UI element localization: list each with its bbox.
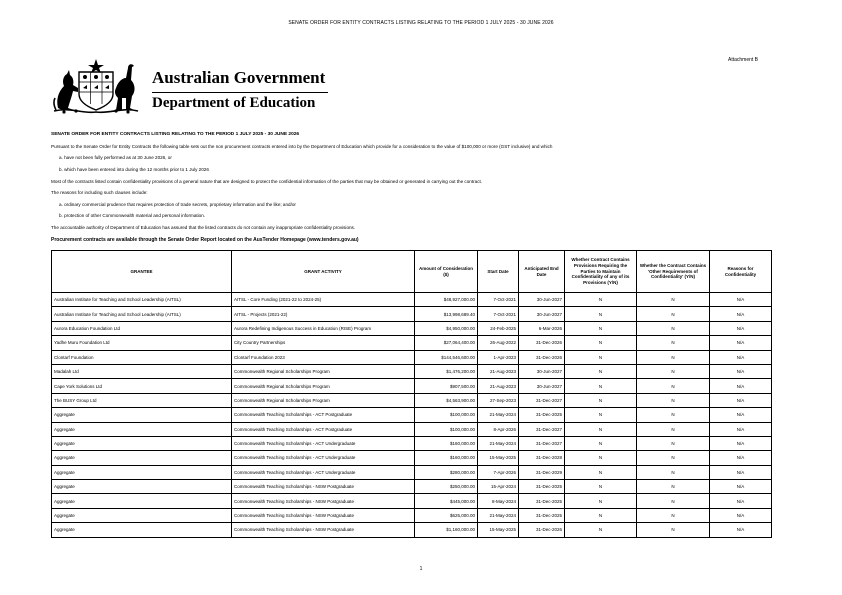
cell-grantee: Aggregate (52, 494, 232, 508)
cell-confidentiality-provisions: N (565, 293, 637, 307)
cell-reasons: N/A (710, 336, 772, 350)
cell-activity: Commonwealth Teaching Scholarships - ACT Postgraduate (232, 408, 415, 422)
cell-amount: $4,950,000.00 (415, 321, 478, 335)
cell-confidentiality-provisions: N (565, 350, 637, 364)
cell-confidentiality-provisions: N (565, 422, 637, 436)
cell-end-date: 30-Jun-2027 (519, 293, 565, 307)
cell-confidentiality-provisions: N (565, 364, 637, 378)
cell-confidentiality-provisions: N (565, 451, 637, 465)
cell-activity: Commonwealth Teaching Scholarships - NSW Postgraduate (232, 508, 415, 522)
cell-reasons: N/A (710, 393, 772, 407)
cell-start-date: 8-May-2024 (478, 494, 519, 508)
cell-grantee: Aurora Education Foundation Ltd (52, 321, 232, 335)
cell-other-confidentiality: N (637, 379, 710, 393)
cell-amount: $48,927,000.00 (415, 293, 478, 307)
cell-end-date: 31-Dec-2026 (519, 336, 565, 350)
logo-divider (152, 92, 328, 93)
table-row (52, 307, 772, 321)
cell-amount: $250,000.00 (415, 480, 478, 494)
cell-grantee: Madalah Ltd (52, 364, 232, 378)
table-row (52, 379, 772, 393)
cell-grantee: Aggregate (52, 436, 232, 450)
cell-reasons: N/A (710, 293, 772, 307)
cell-end-date: 31-Dec-2027 (519, 393, 565, 407)
cell-end-date: 31-Dec-2029 (519, 465, 565, 479)
contracts-table (51, 250, 772, 538)
cell-amount: $907,500.00 (415, 379, 478, 393)
cell-amount: $13,998,689.40 (415, 307, 478, 321)
cell-amount: $160,000.00 (415, 436, 478, 450)
cell-activity: Commonwealth Teaching Scholarships - ACT Undergraduate (232, 465, 415, 479)
cell-grantee: Aggregate (52, 523, 232, 537)
table-row (52, 336, 772, 350)
column-header-other-confidentiality: Whether the Contract Contains 'Other Requirements of Confidentiality' (Y/N) (637, 251, 710, 293)
cell-activity: Commonwealth Teaching Scholarships - NSW Postgraduate (232, 523, 415, 537)
table-row (52, 293, 772, 307)
cell-amount: $280,000.00 (415, 465, 478, 479)
column-header-confidentiality-provisions: Whether Contract Contains Provisions Requiring the Parties to Maintain Confidentiality of any of its Provisions (Y/N) (565, 251, 637, 293)
cell-confidentiality-provisions: N (565, 307, 637, 321)
cell-grantee: Aggregate (52, 480, 232, 494)
cell-start-date: 21-May-2024 (478, 436, 519, 450)
cell-other-confidentiality: N (637, 293, 710, 307)
cell-end-date: 30-Jun-2027 (519, 364, 565, 378)
cell-activity: Commonwealth Teaching Scholarships - NSW Postgraduate (232, 480, 415, 494)
cell-confidentiality-provisions: N (565, 494, 637, 508)
cell-other-confidentiality: N (637, 436, 710, 450)
cell-other-confidentiality: N (637, 422, 710, 436)
cell-reasons: N/A (710, 408, 772, 422)
cell-start-date: 15-May-2025 (478, 451, 519, 465)
cell-reasons: N/A (710, 379, 772, 393)
cell-amount: $1,160,000.00 (415, 523, 478, 537)
cell-reasons: N/A (710, 422, 772, 436)
cell-grantee: Aggregate (52, 451, 232, 465)
cell-end-date: 31-Dec-2028 (519, 451, 565, 465)
cell-reasons: N/A (710, 350, 772, 364)
cell-start-date: 24-Feb-2025 (478, 321, 519, 335)
cell-other-confidentiality: N (637, 408, 710, 422)
table-row (52, 436, 772, 450)
cell-reasons: N/A (710, 465, 772, 479)
cell-other-confidentiality: N (637, 451, 710, 465)
cell-grantee: Clontarf Foundation (52, 350, 232, 364)
cell-end-date: 31-Dec-2027 (519, 436, 565, 450)
cell-end-date: 31-Dec-2026 (519, 523, 565, 537)
column-header-grantee: GRANTEE (52, 251, 232, 293)
running-header: SENATE ORDER FOR ENTITY CONTRACTS LISTING RELATING TO THE PERIOD 1 JULY 2025 - 30 JUNE 2026 (288, 20, 554, 26)
cell-start-date: 21-Aug-2023 (478, 379, 519, 393)
cell-grantee: Australian Institute for Teaching and School Leadership (AITSL) (52, 293, 232, 307)
cell-start-date: 21-May-2024 (478, 508, 519, 522)
cell-confidentiality-provisions: N (565, 408, 637, 422)
cell-amount: $4,563,900.00 (415, 393, 478, 407)
intro-section (51, 133, 771, 243)
document-title: SENATE ORDER FOR ENTITY CONTRACTS LISTING RELATING TO THE PERIOD 1 JULY 2025 - 30 JUNE 2026 (51, 132, 300, 137)
table-header-row (52, 251, 772, 293)
cell-reasons: N/A (710, 508, 772, 522)
cell-start-date: 21-May-2024 (478, 408, 519, 422)
cell-activity: Aurora Redefining Indigenous Success in Education (RISE) Program (232, 321, 415, 335)
intro-paragraph: Most of the contracts listed contain confidentiality provisions of a general nature that are designed to protect the confidential information of the parties that may be obtained or generated in carrying out the contract. (51, 178, 483, 184)
cell-reasons: N/A (710, 364, 772, 378)
cell-start-date: 15-Apr-2024 (478, 480, 519, 494)
cell-reasons: N/A (710, 494, 772, 508)
column-header-amount: Amount of Consideration ($) (415, 251, 478, 293)
table-row (52, 393, 772, 407)
cell-activity: Commonwealth Teaching Scholarships - ACT Undergraduate (232, 451, 415, 465)
table-row (52, 523, 772, 537)
cell-grantee: Yadhe Muru Foundation Ltd (52, 336, 232, 350)
intro-paragraph: The accountable authority of Department of Education has assured that the listed contracts do not contain any inappropriate confidentiality provisions. (51, 224, 356, 230)
government-name: Australian Government (152, 68, 326, 87)
cell-amount: $1,476,200.00 (415, 364, 478, 378)
cell-confidentiality-provisions: N (565, 436, 637, 450)
table-row (52, 480, 772, 494)
cell-start-date: 15-May-2025 (478, 523, 519, 537)
table-row (52, 364, 772, 378)
cell-end-date: 31-Dec-2027 (519, 422, 565, 436)
cell-other-confidentiality: N (637, 336, 710, 350)
table-row (52, 451, 772, 465)
cell-activity: AITSL - Projects (2021-22) (232, 307, 415, 321)
column-header-start-date: Start Date (478, 251, 519, 293)
commonwealth-coat-of-arms-icon (52, 58, 140, 114)
cell-start-date: 7-Oct-2021 (478, 307, 519, 321)
cell-grantee: Aggregate (52, 465, 232, 479)
cell-confidentiality-provisions: N (565, 393, 637, 407)
intro-list-item: a. ordinary commercial prudence that requires protection of trade secrets, proprietary information and the like; and/or (59, 201, 296, 207)
cell-grantee: Cape York Solutions Ltd (52, 379, 232, 393)
column-header-activity: GRANT ACTIVITY (232, 251, 415, 293)
cell-reasons: N/A (710, 436, 772, 450)
cell-amount: $100,000.00 (415, 422, 478, 436)
cell-reasons: N/A (710, 480, 772, 494)
table-row (52, 350, 772, 364)
cell-end-date: 31-Dec-2025 (519, 494, 565, 508)
table-row (52, 465, 772, 479)
cell-end-date: 31-Dec-2025 (519, 480, 565, 494)
cell-end-date: 31-Dec-2026 (519, 350, 565, 364)
cell-activity: Commonwealth Regional Scholarships Program (232, 393, 415, 407)
cell-other-confidentiality: N (637, 465, 710, 479)
austender-note: Procurement contracts are available through the Senate Order Report located on the AusTender Homepage (www.tenders.gov.au) (51, 236, 359, 243)
cell-amount: $625,000.00 (415, 508, 478, 522)
cell-activity: Commonwealth Teaching Scholarships - NSW Postgraduate (232, 494, 415, 508)
cell-other-confidentiality: N (637, 364, 710, 378)
cell-amount: $144,546,600.00 (415, 350, 478, 364)
table-row (52, 408, 772, 422)
cell-other-confidentiality: N (637, 350, 710, 364)
intro-paragraph: The reasons for including such clauses include: (51, 190, 148, 196)
cell-confidentiality-provisions: N (565, 508, 637, 522)
cell-end-date: 31-Dec-2025 (519, 408, 565, 422)
cell-amount: $160,000.00 (415, 451, 478, 465)
cell-other-confidentiality: N (637, 321, 710, 335)
cell-start-date: 27-Sep-2023 (478, 393, 519, 407)
cell-confidentiality-provisions: N (565, 480, 637, 494)
table-body (52, 293, 772, 538)
cell-activity: Clontarf Foundation 2023 (232, 350, 415, 364)
department-logo (52, 58, 342, 118)
column-header-end-date: Anticipated End Date (519, 251, 565, 293)
cell-other-confidentiality: N (637, 508, 710, 522)
column-header-reasons: Reasons for Confidentiality (710, 251, 772, 293)
cell-start-date: 26-Aug-2022 (478, 336, 519, 350)
cell-other-confidentiality: N (637, 523, 710, 537)
cell-start-date: 1-Apr-2023 (478, 350, 519, 364)
cell-confidentiality-provisions: N (565, 523, 637, 537)
cell-amount: $100,000.00 (415, 408, 478, 422)
cell-grantee: Aggregate (52, 422, 232, 436)
cell-amount: $445,000.00 (415, 494, 478, 508)
cell-confidentiality-provisions: N (565, 336, 637, 350)
department-name: Department of Education (152, 95, 316, 111)
cell-other-confidentiality: N (637, 307, 710, 321)
cell-confidentiality-provisions: N (565, 379, 637, 393)
intro-paragraph: Pursuant to the Senate Order for Entity Contracts the following table sets out the non procurement contracts entered into by the Department of Education which provide for a consideration to the value of $100,000 or more (GST inclusive) and which (51, 143, 553, 149)
cell-activity: Commonwealth Regional Scholarships Program (232, 379, 415, 393)
cell-grantee: Aggregate (52, 508, 232, 522)
cell-reasons: N/A (710, 451, 772, 465)
cell-other-confidentiality: N (637, 393, 710, 407)
cell-start-date: 8-Apr-2026 (478, 422, 519, 436)
cell-activity: Commonwealth Regional Scholarships Program (232, 364, 415, 378)
cell-end-date: 30-Jun-2027 (519, 379, 565, 393)
cell-grantee: Australian Institute for Teaching and School Leadership (AITSL) (52, 307, 232, 321)
cell-grantee: The BUSY Group Ltd (52, 393, 232, 407)
attachment-label: Attachment B (727, 57, 758, 63)
cell-amount: $27,064,400.00 (415, 336, 478, 350)
cell-start-date: 21-Aug-2023 (478, 364, 519, 378)
cell-end-date: 30-Jun-2027 (519, 307, 565, 321)
table-row (52, 422, 772, 436)
table-row (52, 494, 772, 508)
intro-list-item: b. protection of other Commonwealth material and personal information. (59, 213, 206, 219)
page-number: 1 (419, 566, 423, 572)
cell-end-date: 31-Dec-2025 (519, 508, 565, 522)
cell-other-confidentiality: N (637, 480, 710, 494)
cell-reasons: N/A (710, 307, 772, 321)
cell-confidentiality-provisions: N (565, 465, 637, 479)
cell-activity: City Country Partnerships (232, 336, 415, 350)
intro-list-item: b. which have been entered into during the 12 months prior to 1 July 2026 (59, 166, 209, 172)
cell-activity: AITSL - Core Funding (2021-22 to 2024-25) (232, 293, 415, 307)
cell-grantee: Aggregate (52, 408, 232, 422)
intro-list-item: a. have not been fully performed as at 30 June 2026, or (59, 155, 172, 161)
cell-confidentiality-provisions: N (565, 321, 637, 335)
cell-reasons: N/A (710, 321, 772, 335)
cell-activity: Commonwealth Teaching Scholarships - ACT Postgraduate (232, 422, 415, 436)
cell-start-date: 7-Oct-2021 (478, 293, 519, 307)
cell-reasons: N/A (710, 523, 772, 537)
cell-other-confidentiality: N (637, 494, 710, 508)
cell-start-date: 7-Apr-2026 (478, 465, 519, 479)
cell-end-date: 6-Mar-2026 (519, 321, 565, 335)
table-row (52, 321, 772, 335)
table-row (52, 508, 772, 522)
cell-activity: Commonwealth Teaching Scholarships - ACT Undergraduate (232, 436, 415, 450)
